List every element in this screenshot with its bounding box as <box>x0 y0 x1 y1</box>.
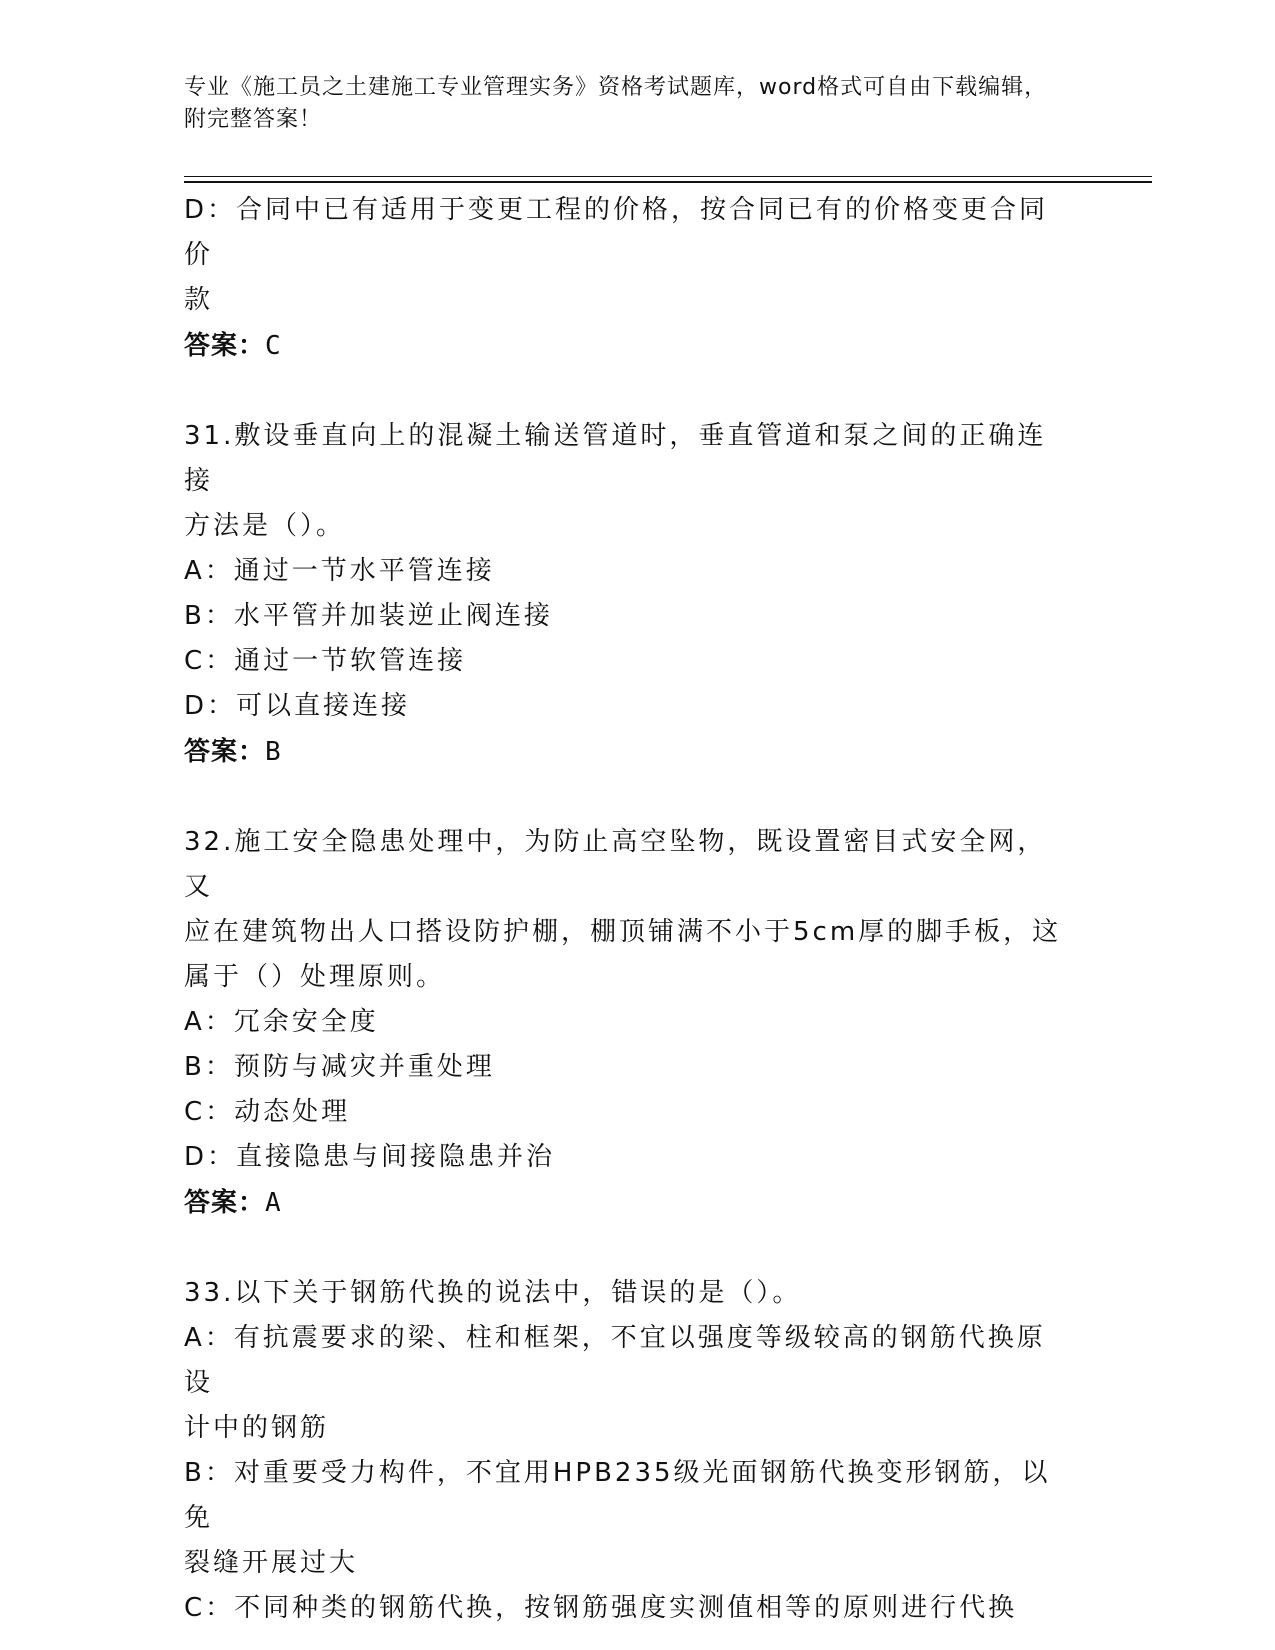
question-stem-continued: 应在建筑物出人口搭设防护棚，棚顶铺满不小于5cm厚的脚手板，这 <box>184 917 1062 947</box>
option-b-continued: 裂缝开展过大 <box>184 1548 359 1578</box>
question-stem: 31.敷设垂直向上的混凝土输送管道时，垂直管道和泵之间的正确连接 <box>184 421 1047 496</box>
option-d: D：可以直接连接 <box>184 691 411 721</box>
option-d-continued: 款 <box>184 285 214 315</box>
answer-label: 答案： <box>184 330 266 360</box>
page-header <box>184 72 1064 136</box>
option-a: A：有抗震要求的梁、柱和框架，不宜以强度等级较高的钢筋代换原设 <box>184 1323 1046 1398</box>
question-32 <box>184 820 1064 1226</box>
option-a: A：冗余安全度 <box>184 1007 379 1037</box>
option-b: B：预防与减灾并重处理 <box>184 1052 495 1082</box>
question-33 <box>184 1271 1064 1631</box>
option-b: B：对重要受力构件，不宜用HPB235级光面钢筋代换变形钢筋，以免 <box>184 1458 1051 1533</box>
option-d: D：直接隐患与间接隐患并治 <box>184 1142 556 1172</box>
option-a: A：通过一节水平管连接 <box>184 556 495 586</box>
answer-label: 答案： <box>184 736 266 766</box>
header-divider-thin <box>184 176 1152 177</box>
header-divider-thick <box>184 181 1152 183</box>
header-text: 专业《施工员之土建施工专业管理实务》资格考试题库，word格式可自由下载编辑，附完整答案！ <box>184 75 1048 132</box>
option-c: C：动态处理 <box>184 1097 351 1127</box>
answer-value: A <box>265 1188 282 1218</box>
option-d: D：合同中已有适用于变更工程的价格，按合同已有的价格变更合同价 <box>184 195 1049 270</box>
question-content <box>184 188 1064 1631</box>
option-c: C：不同种类的钢筋代换，按钢筋强度实测值相等的原则进行代换 <box>184 1593 1018 1623</box>
answer-line <box>184 323 1064 369</box>
answer-label: 答案： <box>184 1187 266 1217</box>
option-b: B：水平管并加装逆止阀连接 <box>184 601 553 631</box>
answer-value: B <box>265 737 282 767</box>
question-stem-continued: 方法是（）。 <box>184 511 346 541</box>
answer-value: C <box>265 331 282 361</box>
question-stem: 33.以下关于钢筋代换的说法中，错误的是（）。 <box>184 1278 802 1308</box>
question-stem-continued: 属于（）处理原则。 <box>184 962 446 992</box>
answer-line <box>184 1180 1064 1226</box>
answer-line <box>184 729 1064 775</box>
question-stem: 32.施工安全隐患处理中，为防止高空坠物，既设置密目式安全网，又 <box>184 827 1047 902</box>
option-c: C：通过一节软管连接 <box>184 646 467 676</box>
option-a-continued: 计中的钢筋 <box>184 1413 330 1443</box>
question-31 <box>184 414 1064 775</box>
carryover-block <box>184 188 1064 369</box>
